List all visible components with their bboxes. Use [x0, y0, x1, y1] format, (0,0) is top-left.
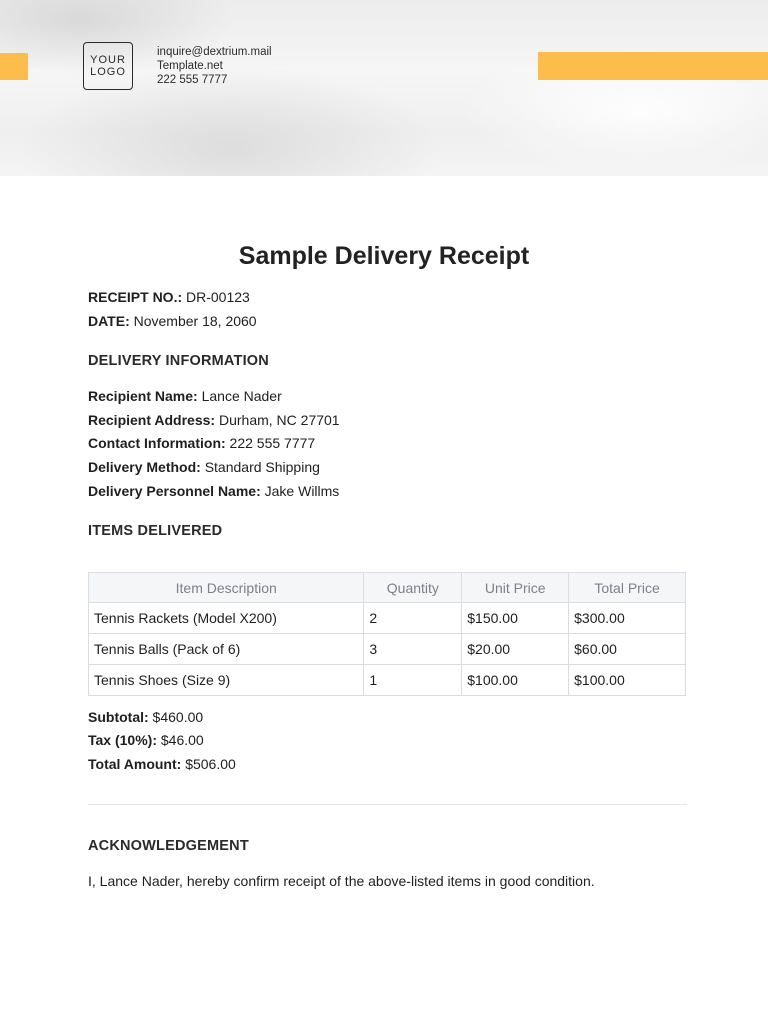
subtotal-label: Subtotal:	[88, 709, 149, 725]
table-cell: Tennis Rackets (Model X200)	[89, 603, 364, 634]
column-header: Item Description	[89, 573, 364, 603]
table-cell: $300.00	[569, 603, 686, 634]
table-cell: $100.00	[569, 665, 686, 696]
subtotal-value: $460.00	[152, 709, 204, 725]
acknowledgement-text: I, Lance Nader, hereby confirm receipt of the above-listed items in good condition.	[88, 873, 595, 889]
column-header: Unit Price	[462, 573, 569, 603]
field-delivery-method	[88, 458, 320, 476]
table-cell: 3	[364, 634, 462, 665]
tax-label: Tax (10%):	[88, 732, 157, 748]
table-cell: 2	[364, 603, 462, 634]
table-cell: Tennis Shoes (Size 9)	[89, 665, 364, 696]
items-heading: ITEMS DELIVERED	[88, 523, 223, 539]
field-label: Recipient Name:	[88, 388, 198, 404]
contact-phone: 222 555 7777	[157, 74, 228, 86]
column-header: Total Price	[569, 573, 686, 603]
logo-line-1: YOUR	[90, 54, 126, 66]
field-contact-information	[88, 434, 315, 452]
section-divider	[88, 804, 687, 805]
contact-block	[157, 45, 272, 87]
table-row	[89, 665, 686, 696]
field-label: Delivery Personnel Name:	[88, 483, 261, 499]
delivery-heading: DELIVERY INFORMATION	[88, 353, 269, 369]
receipt-number	[88, 288, 250, 306]
field-value: Lance Nader	[201, 388, 282, 404]
table-cell: 1	[364, 665, 462, 696]
table-cell: $100.00	[462, 665, 569, 696]
contact-website: Template.net	[157, 60, 223, 72]
receipt-date-label: DATE:	[88, 313, 130, 329]
table-header-row	[89, 573, 686, 603]
items-table	[88, 572, 686, 696]
company-logo	[83, 42, 133, 90]
field-value: Durham, NC 27701	[218, 412, 340, 428]
field-recipient-address	[88, 411, 340, 429]
field-recipient-name	[88, 387, 282, 405]
table-cell: $20.00	[462, 634, 569, 665]
table-row	[89, 634, 686, 665]
field-label: Contact Information:	[88, 435, 226, 451]
logo-line-2: LOGO	[90, 66, 126, 78]
document-title: Sample Delivery Receipt	[238, 242, 530, 270]
field-value: Jake Willms	[264, 483, 340, 499]
field-delivery-personnel	[88, 482, 339, 500]
table-row	[89, 603, 686, 634]
field-label: Delivery Method:	[88, 459, 201, 475]
receipt-number-label: RECEIPT NO.:	[88, 289, 183, 305]
table-cell: $150.00	[462, 603, 569, 634]
field-label: Recipient Address:	[88, 412, 216, 428]
subtotal-line	[88, 708, 203, 726]
receipt-number-value: DR-00123	[186, 289, 250, 305]
table-cell: Tennis Balls (Pack of 6)	[89, 634, 364, 665]
contact-email: inquire@dextrium.mail	[157, 46, 272, 58]
header-band	[0, 0, 768, 176]
accent-bar-left	[0, 53, 28, 80]
receipt-date	[88, 312, 257, 330]
total-label: Total Amount:	[88, 756, 182, 772]
acknowledgement-heading: ACKNOWLEDGEMENT	[88, 838, 249, 854]
field-value: Standard Shipping	[204, 459, 320, 475]
table-cell: $60.00	[569, 634, 686, 665]
tax-line	[88, 731, 204, 749]
accent-bar-right	[538, 52, 768, 80]
field-value: 222 555 7777	[229, 435, 316, 451]
receipt-date-value: November 18, 2060	[133, 313, 257, 329]
column-header: Quantity	[364, 573, 462, 603]
tax-value: $46.00	[160, 732, 204, 748]
total-value: $506.00	[185, 756, 236, 772]
total-line	[88, 755, 236, 773]
